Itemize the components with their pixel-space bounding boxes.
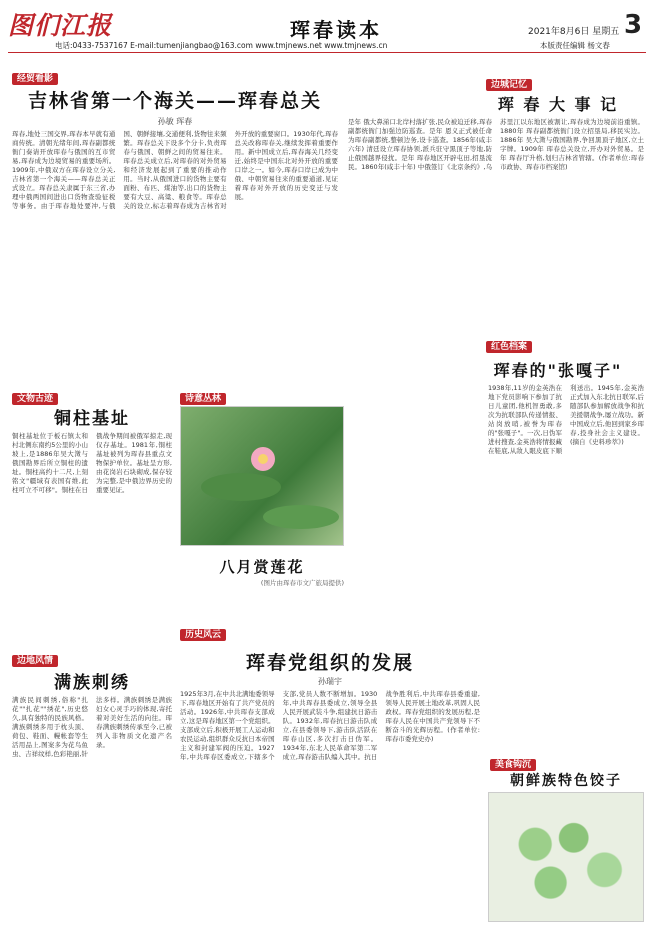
contact-line: 电话:0433-7537167 E-mail:tumenjiangbao@163.com www.tmjnews.net www.tmjnews.cn: [55, 41, 388, 50]
article2-body: 是年 俄大鼻涕口北岸村落扩张,民众被迫迁移,珲春副都统衙门加强边防巡查。是年 恩义正式被任命为珲春副都统,整顿边务,设卡巡查。1856年(咸丰六年) 清廷设立珲春协领,派兵驻守黑顶子等地,防止俄国越界侵扰。是年 珲春地区开辟屯田,招垦流民。1860年(咸丰十年) 中俄签订《北京条约》,乌苏里江以东地区被割让,珲春成为边境前沿重镇。1880年 珲春副都统衙门设立招垦局,移民实边。1886年 吴大澂与俄国勘界,争回黑顶子地区,立土字牌。1909年 珲春总关设立,开办对外贸易。是年 珲春厅升格,划归吉林省管辖。(作者单位:珲春市政协、珲春市档案馆): [348, 118, 644, 171]
article7-body: 1938年,11岁的金英浩在地下党员影响下参加了抗日儿童团,他机智勇敢,多次为抗联部队传递情报、站岗放哨,被誉为珲春的"张嘎子"。一次,日伪军进村搜查,金英浩将情报藏在鞋底,从敌人眼皮底下顺利送出。1945年,金英浩正式加入东北抗日联军,后随部队参加解放战争和抗美援朝战争,屡立战功。新中国成立后,他回到家乡珲春,投身社会主义建设。(摘自《史料珍萃》): [488, 384, 644, 455]
article4-credit: (图片由珲春市文广旅局提供): [260, 579, 344, 587]
article1-title: 吉林省第一个海关——珲春总关: [27, 90, 322, 112]
article5-byline: 孙瑞宇: [318, 677, 342, 686]
article6-tag: 边地风情: [12, 648, 58, 667]
page-number: 3: [624, 10, 643, 40]
article8-title: 朝鲜族特色饺子: [510, 773, 622, 789]
article7-tag: 红色档案: [486, 334, 532, 353]
article3-title: 铜柱基址: [54, 409, 130, 429]
article4-tag: 诗意丛林: [180, 386, 226, 405]
newspaper-logo: 图们江报: [8, 11, 113, 40]
article1-body: 珲春,地处三国交界,珲春本早就有通商传统。清朝光绪年间,珲春副都统衙门奏请开放珲春与俄国的互市贸易,珲春成为边境贸易的重要场所。1909年,中俄双方在珲春设立分关,吉林省第一个海关——珲春总关正式设立。珲春总关隶属于东三省,办理中俄两国间进出口货物查验征税等事务。由于珲春地处要冲,与俄国、朝鲜接壤,交通便利,货物往来频繁。珲春总关下设多个分卡,负责珲春与俄国、朝鲜之间的贸易往来。珲春总关成立后,对珲春的对外贸易和经济发展起到了重要的推动作用。当时,从俄国进口的货物主要有面粉、布匹、煤油等,出口的货物主要有大豆、高粱、粮食等。珲春总关的设立,标志着珲春成为吉林省对外开放的重要窗口。1930年代,珲春总关改称珲春关,继续发挥着重要作用。新中国成立后,珲春海关几经变迁,始终是中国东北对外开放的重要口岸之一。如今,珲春口岸已成为中俄、中朝贸易往来的重要通道,见证着珲春对外开放的历史变迁与发展。: [12, 130, 338, 210]
article2-tag: 边城记忆: [486, 72, 532, 91]
article5-body: 1925年3月,在中共北满地委领导下,珲春地区开始有了共产党员的活动。1926年,中共珲春支部成立,这是珲春地区第一个党组织。支部成立后,积极开展工人运动和农民运动,组织群众反抗日本帝国主义和封建军阀的压迫。1927年,中共珲春区委成立,下辖多个支部,党员人数不断增加。1930年,中共珲春县委成立,领导全县人民开展武装斗争,组建抗日游击队。1932年,珲春抗日游击队成立,在县委领导下,游击队活跃在珲春山区,多次打击日伪军。1934年,东北人民革命军第二军成立,珲春游击队编入其中。抗日战争胜利后,中共珲春县委重建,领导人民开展土地改革,巩固人民政权。珲春党组织的发展历程,是珲春人民在中国共产党领导下不断奋斗的光辉历程。(作者单位:珲春市委党史办): [180, 690, 480, 761]
lotus-photo: [180, 406, 344, 546]
article6-body: 满族民间刺绣,俗称"扎花""扎花""绣花",历史悠久,具有独特的民族风格。满族刺绣多用于枕头顶、荷包、鞋面、幔帐套等生活用品上,图案多为花鸟鱼虫、吉祥纹样,色彩艳丽,针法多样。满族刺绣是满族妇女心灵手巧的体现,寄托着对美好生活的向往。珲春满族刺绣传承至今,已被列入非物质文化遗产名录。: [12, 696, 172, 758]
editor-line: 本版责任编辑 杨文春: [540, 41, 610, 50]
article2-title: 珲 春 大 事 记: [497, 95, 619, 114]
article5-title: 珲春党组织的发展: [245, 652, 414, 674]
issue-date: 2021年8月6日 星期五: [528, 27, 620, 37]
article4-caption-title: 八月赏莲花: [219, 558, 305, 576]
lotus-icon: [181, 407, 345, 547]
section-title: 珲春读本: [290, 18, 382, 42]
header-rule: [8, 52, 646, 53]
article3-body: 铜柱基址位于板石镇太和村北侧东南约5公里的小山坡上,是1886年吴大澂与俄国勘界后所立铜柱的遗址。铜柱高约十二尺,上刻铭文"疆域有表国有维,此柱可立不可移"。铜柱在日俄战争期间被俄军掠走,现仅存基址。1981年,铜柱基址被列为珲春县重点文物保护单位。基址呈方形,由花岗岩石块砌成,保存较为完整,是中俄边界历史的重要见证。: [12, 432, 172, 494]
article1-tag: 经贸看影: [12, 66, 58, 85]
article1-byline: 孙敏 珲春: [157, 117, 193, 126]
article6-title: 满族刺绣: [54, 673, 130, 693]
article8-tag: 美食钩沉: [490, 752, 536, 771]
article7-title: 珲春的"张嘎子": [493, 361, 623, 380]
article5-tag: 历史风云: [180, 622, 226, 641]
dumplings-photo: [488, 792, 644, 922]
article3-tag: 文物古迹: [12, 386, 58, 405]
